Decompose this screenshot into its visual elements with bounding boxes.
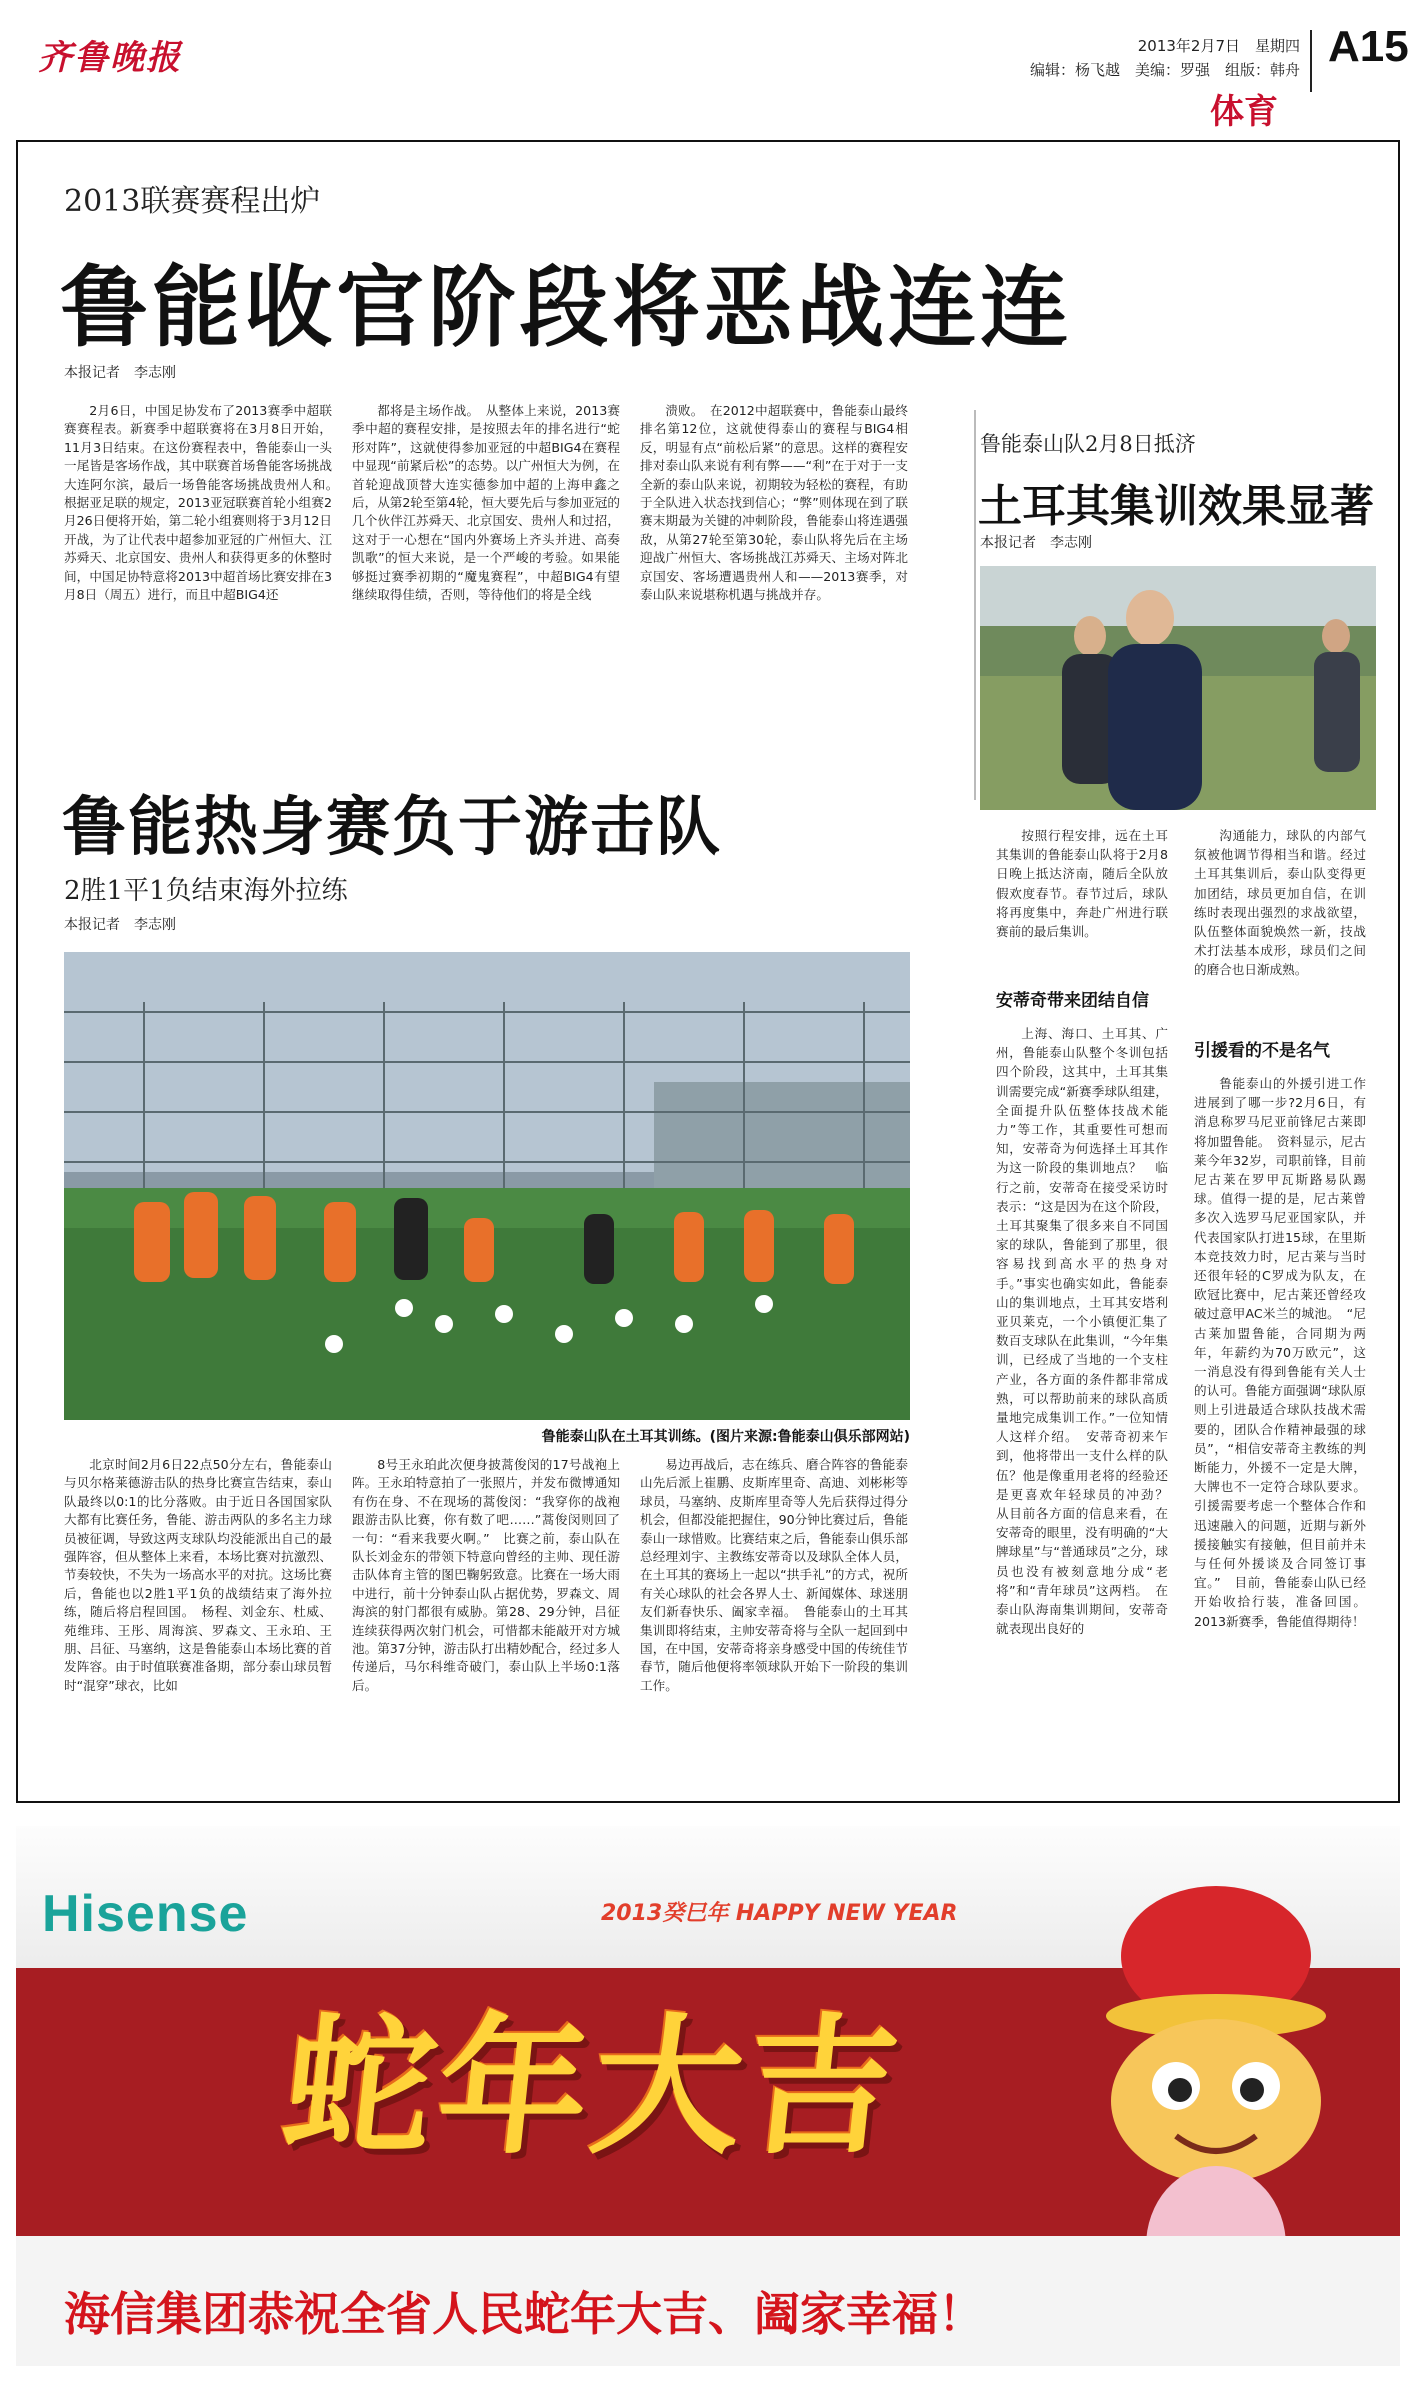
newspaper-logo: 齐鲁晚报 — [38, 38, 182, 78]
sidebar-col2-intro: 沟通能力，球队的内部气氛被他调节得相当和谐。经过土耳其集训后，泰山队变得更加团结，球员更加自信，在训练时表现出强烈的求战欲望，队伍整体面貌焕然一新，技战术打法基本成形，球员们之间的磨合也日渐成熟。 — [1194, 828, 1366, 978]
ad-year-line: 2013癸巳年 HAPPY NEW YEAR — [601, 1901, 958, 1926]
article1-col1: 2月6日，中国足协发布了2013赛季中超联赛赛程表。新赛季中超联赛将在3月8日开始，11月3日结束。在这份赛程表中，鲁能泰山一头一尾皆是客场作战，其中联赛首场鲁能客场挑战大连阿尔滨，最后一场鲁能客场挑战贵州人和。 根据亚足联的规定，2013亚冠联赛首轮小组赛2月26日便将开始，第二轮小组赛则将于3月12日开战，为了让代表中超参加亚冠的广州恒大、江苏舜天、北京国安、贵州人和获得更多的休整时间，中国足协特意将2013中超首场比赛安排在3月8日（周五）进行，而且中超BIG4还 — [64, 403, 345, 603]
column-divider — [974, 410, 976, 800]
article1-col3: 溃败。 在2012中超联赛中，鲁能泰山最终排名第12位，这就使得泰山的赛程与BIG4相反，明显有点“前松后紧”的意思。这样的赛程安排对泰山队来说有利有弊——“利”在于对于一支全新的泰山队来说，初期较为轻松的赛程，有助于全队进入状态找到信心；“弊”则体现在到了联赛末期最为关键的冲刺阶段，鲁能泰山将连遇强敌，从第27轮至第30轮，泰山队将先后在主场迎战广州恒大、客场挑战江苏舜天、主场对阵北京国安、客场遭遇贵州人和——2013赛季，对泰山队来说堪称机遇与挑战并存。 — [640, 403, 908, 603]
training-photo — [64, 952, 910, 1420]
article2-col2: 8号王永珀此次便身披蒿俊闵的17号战袍上阵。王永珀特意拍了一张照片，并发布微博通知有伤在身、不在现场的蒿俊闵：“我穿你的战袍跟游击队比赛，你有数了吧……”蒿俊闵则回了一句：“看来我要火啊。” 比赛之前，泰山队在队长刘金东的带领下特意向曾经的主帅、现任游击队体育主管的图巴鞠躬致意。比赛在一场大雨中进行，前十分钟泰山队占据优势，罗森文、周海滨的射门都很有威胁。第28、29分钟，吕征连续获得两次射门机会，可惜都未能敲开对方城池。第37分钟，游击队打出精妙配合，经过多人传递后，马尔科维奇破门，泰山队上半场0:1落后。 — [352, 1457, 620, 1693]
photo-caption: 鲁能泰山队在土耳其训练。(图片来源:鲁能泰山俱乐部网站) — [541, 1429, 910, 1445]
page-number: A15 — [1328, 22, 1409, 71]
hisense-logo: Hisense — [42, 1885, 249, 1943]
sidebar-kicker: 鲁能泰山队2月8日抵济 — [980, 432, 1196, 456]
sidebar-byline: 本报记者 李志刚 — [980, 535, 1092, 551]
sidebar-headline: 土耳其集训效果显著 — [978, 481, 1374, 532]
article1-kicker: 2013联赛赛程出炉 — [64, 184, 321, 219]
article1-col2: 都将是主场作战。 从整体上来说，2013赛季中超的赛程安排，是按照去年的排名进行“蛇形对阵”，这就使得参加亚冠的中超BIG4在赛程中显现“前紧后松”的态势。以广州恒大为例，在首轮迎战顶替大连实德参加中超的上海申鑫之后，从第2轮至第4轮，恒大要先后与参加亚冠的几个伙伴江苏舜天、北京国安、贵州人和过招，这对于一心想在“国内外赛场上齐头并进、高奏凯歌”的恒大来说，是一个严峻的考验。如果能够挺过赛季初期的“魔鬼赛程”，中超BIG4有望继续取得佳绩，否则，等待他们的将是全线 — [352, 403, 620, 603]
header-info — [1010, 34, 1300, 82]
hisense-advertisement — [16, 1826, 1400, 2366]
section-label: 体育 — [1210, 92, 1278, 132]
article2-kicker: 2胜1平1负结束海外拉练 — [64, 876, 348, 906]
header-divider — [1310, 30, 1312, 92]
training-photo-illustration — [64, 952, 910, 1420]
article2-col3: 易边再战后，志在练兵、磨合阵容的鲁能泰山先后派上崔鹏、皮斯库里奇、高迪、刘彬彬等球员，马塞纳、皮斯库里奇等人先后获得过得分机会，但都没能把握住，90分钟比赛过后，鲁能泰山一球惜败。比赛结束之后，鲁能泰山俱乐部总经理刘宇、主教练安蒂奇以及球队全体人员，在土耳其的赛场上一起以“拱手礼”的方式，祝所有关心球队的社会各界人士、新闻媒体、球迷朋友们新春快乐、阖家幸福。 鲁能泰山的土耳其集训即将结束，主帅安蒂奇将与全队一起回到中国，在中国，安蒂奇将亲身感受中国的传统佳节春节，随后他便将率领球队开始下一阶段的集训工作。 — [640, 1457, 908, 1693]
date-line: 2013年2月7日 星期四 — [1137, 37, 1300, 55]
article2-byline: 本报记者 李志刚 — [64, 917, 176, 933]
staff-line: 编辑：杨飞越 美编：罗强 组版：韩舟 — [1029, 61, 1300, 79]
sidebar-subhead-2: 引援看的不是名气 — [1194, 1041, 1330, 1061]
article1-headline: 鲁能收官阶段将恶战连连 — [60, 256, 1073, 359]
sidebar-col1-body: 上海、海口、土耳其、广州，鲁能泰山队整个冬训包括四个阶段，这其中，土耳其集训需要完成“新赛季球队组建，全面提升队伍整体技战术能力”等工作，其重要性可想而知，安蒂奇为何选择土耳其作为这一阶段的集训地点？ 临行之前，安蒂奇在接受采访时表示：“这是因为在这个阶段，土耳其聚集了很多来自不同国家的球队，鲁能到了那里，很容易找到高水平的热身对手。”事实也确实如此，鲁能泰山的集训地点，土耳其安塔利亚贝莱克，一个小镇便汇集了数百支球队在此集训，“今年集训，已经成了当地的一个支柱产业，各方面的条件都非常成熟，可以帮助前来的球队高质量地完成集训工作。”一位知情人这样介绍。 安蒂奇初来乍到，他将带出一支什么样的队伍？他是像重用老将的经验还是更喜欢年轻球员的冲劲？ 从目前各方面的信息来看，在安蒂奇的眼里，没有明确的“大牌球星”与“普通球员”之分，球员也没有被刻意地分成“老将”和“青年球员”这两档。 在泰山队海南集训期间，安蒂奇就表现出良好的 — [996, 1026, 1181, 1637]
article2-col1: 北京时间2月6日22点50分左右，鲁能泰山与贝尔格莱德游击队的热身比赛宣告结束，泰山队最终以0:1的比分落败。由于近日各国国家队大都有比赛任务，鲁能、游击两队的多名主力球员被征调，导致这两支球队均没能派出自己的最强阵容，但从整体上来看，本场比赛对抗激烈、节奏较快，不失为一场高水平的对抗。这场比赛后，鲁能也以2胜1平1负的战绩结束了海外拉练，随后将启程回国。 杨程、刘金东、杜威、苑维玮、王彤、周海滨、罗森文、王永珀、王朋、吕征、马塞纳，这是鲁能泰山本场比赛的首发阵容。由于时值联赛准备期，部分泰山球员暂时“混穿”球衣，比如 — [64, 1457, 332, 1693]
sidebar-col2-body: 鲁能泰山的外援引进工作进展到了哪一步?2月6日，有消息称罗马尼亚前锋尼古莱即将加盟鲁能。 资料显示，尼古莱今年32岁，司职前锋，目前尼古莱在罗甲瓦斯路易队踢球。值得一提的是，尼古莱曾多次入选罗马尼亚国家队，并代表国家队打进15球，在里斯本竞技效力时，尼古莱与当时还很年轻的C罗成为队友，在欧冠比赛中，尼古莱还曾经攻破过意甲AC米兰的城池。 “尼古莱加盟鲁能，合同期为两年，年薪约为70万欧元”，这一消息没有得到鲁能有关人士的认可。鲁能方面强调“球队原则上引进最适合球队技战术需要的，团队合作精神最强的球员”，“相信安蒂奇主教练的判断能力，外援不一定是大牌，大牌也不一定符合球队要求。引援需要考虑一个整体合作和迅速融入的问题，近期与新外援接触实有接触，但目前并未与任何外援谈及合同签订事宜。” 目前，鲁能泰山队已经开始收拾行装，准备回国。2013新赛季，鲁能值得期待！ — [1194, 1076, 1366, 1629]
article1-byline: 本报记者 李志刚 — [64, 365, 176, 381]
sidebar-subhead-1: 安蒂奇带来团结自信 — [996, 991, 1149, 1011]
coach-photo-illustration — [980, 566, 1376, 810]
ad-slogan: 海信集团恭祝全省人民蛇年大吉、阖家幸福！ — [64, 2287, 984, 2341]
article2-headline: 鲁能热身赛负于游击队 — [62, 791, 722, 865]
sidebar-col1-intro: 按照行程安排，远在土耳其集训的鲁能泰山队将于2月8日晚上抵达济南，随后全队放假欢度春节。春节过后，球队将再度集中，奔赴广州进行联赛前的最后集训。 — [996, 828, 1168, 940]
ad-big-text: 蛇年大吉 — [275, 2001, 910, 2175]
coach-photo — [980, 566, 1376, 810]
